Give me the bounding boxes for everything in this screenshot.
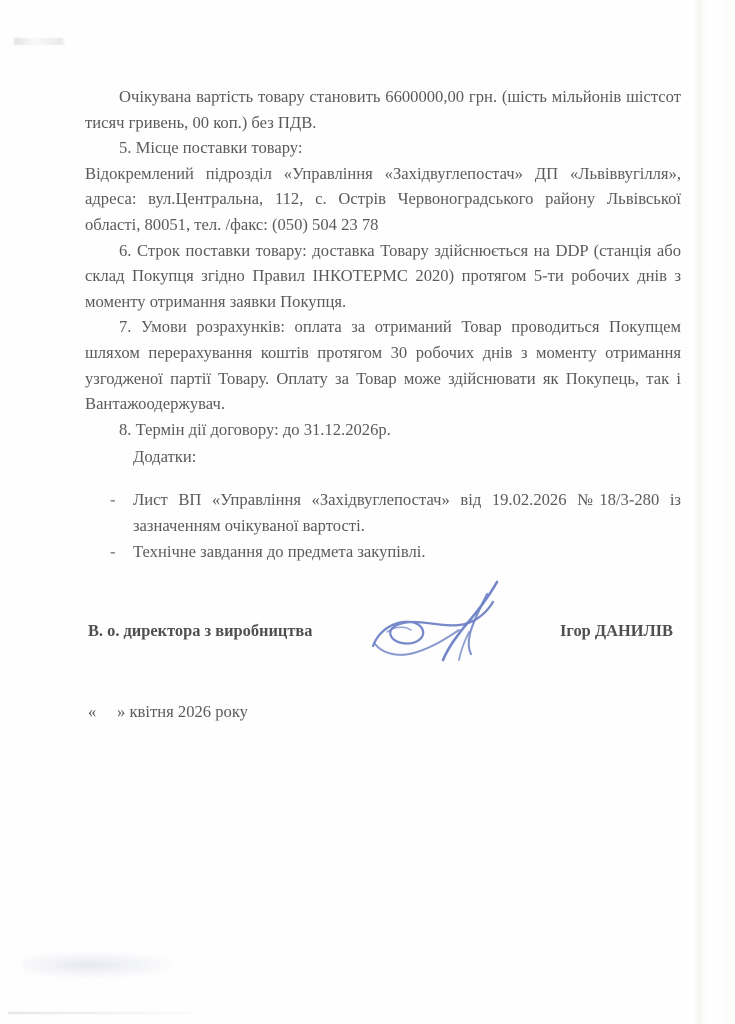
paragraph-clause-6: 6. Строк поставки товару: доставка Товару здійснюється на DDP (станція або склад Покупця згідно Правил ІНКОТЕРМС 2020) протягом 5-ти робочих днів з моменту отримання заявки Покупця. [85,240,681,311]
signatory-title: В. о. директора з виробництва [88,621,313,640]
list-item [110,487,681,538]
paragraph-expected-cost: Очікувана вартість товару становить 6600000,00 грн. (шість мільйонів шістсот тисяч гривень, 00 коп.) без ПДВ. [85,87,681,132]
document-date-line: « » квітня 2026 року [88,702,248,721]
scan-edge-artifact [694,0,708,1024]
paragraph-clause-8: 8. Термін дії договору: до 31.12.2026р. [119,419,391,439]
signatory-name: Ігор ДАНИЛІВ [560,621,673,640]
list-item [110,539,681,565]
attachments-list [110,487,681,566]
bullet-hyphen-icon: - [110,490,116,509]
paragraph-clause-5-heading: 5. Місце поставки товару: [119,138,303,158]
scan-edge-bottom [8,1012,196,1014]
scan-smudge-top-left [14,38,66,45]
attachment-item-text: Лист ВП «Управління «Західвуглепостач» від 19.02.2026 №18/3-280 із зазначенням очікуваної вартості. [133,490,681,535]
attachment-item-text: Технічне завдання до предмета закупівлі. [133,542,426,562]
scan-smudge-bottom-left [22,952,174,978]
paragraph-clause-5-address: Відокремлений підрозділ «Управління «Західвуглепостач» ДП «Львіввугілля», адреса: вул.Центральна, 112, с. Острів Червоноградського району Львівської області, 80051, тел. /факс: (050) 504 23 78 [85,163,681,234]
signature-row [88,621,673,651]
bullet-hyphen-icon: - [110,542,116,562]
document-body [85,84,681,442]
paragraph-clause-7: 7. Умови розрахунків: оплата за отриманий Товар проводиться Покупцем шляхом перерахування коштів протягом 30 робочих днів з моменту отримання узгодженої партії Товару. Оплату за Товар може здійснювати як Покупець, так і Вантажоодержувач. [85,317,681,414]
scan-edge-artifact-outer [725,0,735,1024]
attachments-heading: Додатки: [133,447,197,466]
